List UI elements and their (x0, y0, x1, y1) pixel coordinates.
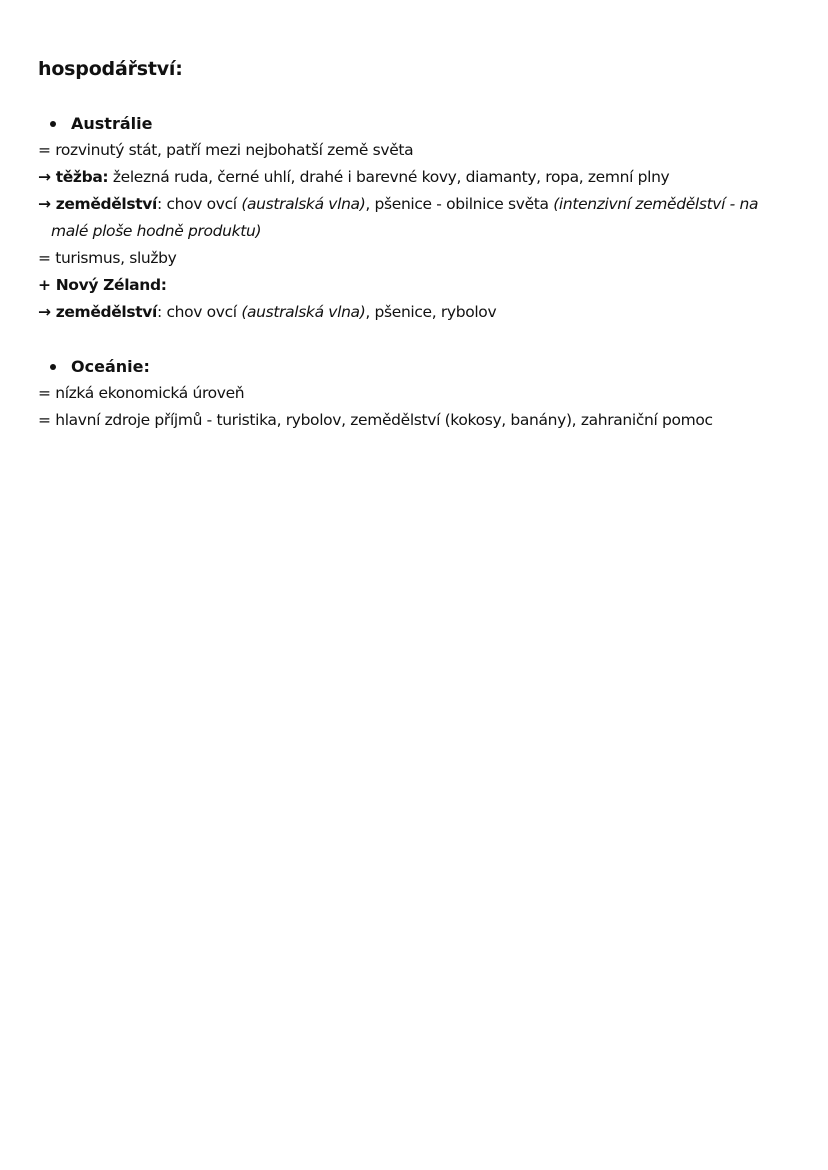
subheading-new-zealand: + Nový Zéland: (38, 276, 167, 294)
text-line: = turismus, služby (38, 249, 177, 267)
bullet-australia (38, 110, 798, 137)
text-line: = rozvinutý stát, patří mezi nejbohatší země světa (38, 141, 414, 159)
bullet-dot-icon (50, 364, 56, 370)
text-line: = hlavní zdroje příjmů - turistika, rybolov, zemědělství (kokosy, banány), zahraniční pomoc (38, 411, 713, 429)
arrow-icon: → (38, 168, 56, 186)
bullet-title: Oceánie: (71, 357, 150, 376)
text-line: → zemědělství: chov ovcí (australská vlna), pšenice, rybolov (38, 303, 497, 321)
text-line: → zemědělství: chov ovcí (australská vlna), pšenice - obilnice světa (intenzivní zemědělství - na (38, 195, 759, 213)
arrow-icon: → (38, 303, 56, 321)
arrow-icon: → (38, 195, 56, 213)
bullet-dot-icon (50, 121, 56, 127)
text-line: = nízká ekonomická úroveň (38, 384, 245, 402)
text-line-continuation: malé ploše hodně produktu) (51, 222, 262, 240)
bullet-title: Austrálie (71, 114, 153, 133)
text-line: → těžba: železná ruda, černé uhlí, drahé i barevné kovy, diamanty, ropa, zemní plny (38, 168, 670, 186)
bullet-oceania (38, 353, 798, 380)
document-page (38, 56, 798, 434)
section-heading: hospodářství: (38, 58, 183, 80)
